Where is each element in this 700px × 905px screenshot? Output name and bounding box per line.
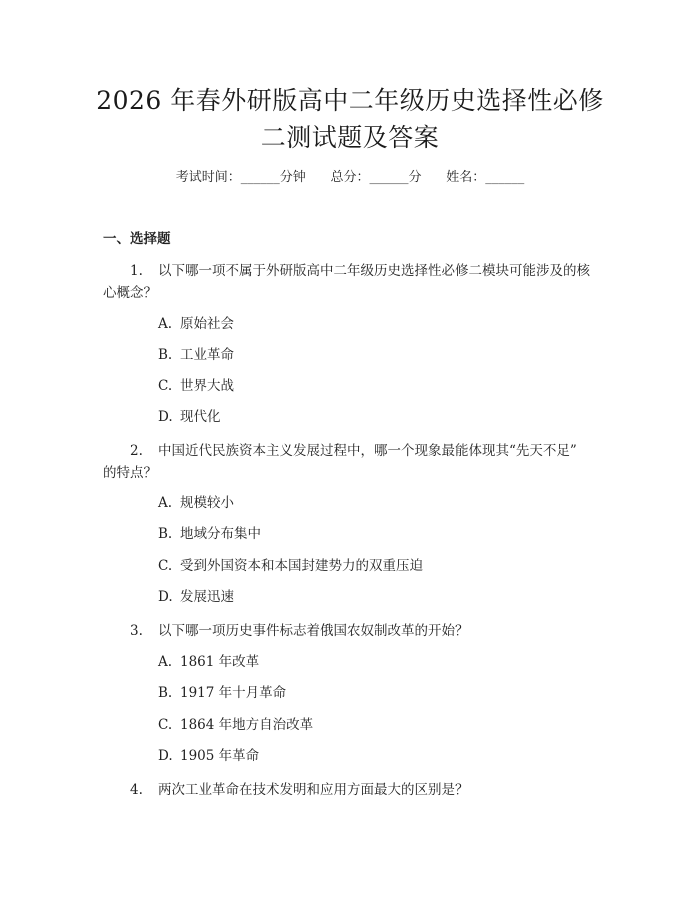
option-text: 1905 年革命	[180, 748, 260, 764]
question-2-option-a	[158, 494, 234, 512]
option-letter: A.	[158, 654, 173, 670]
option-letter: B.	[158, 685, 173, 701]
option-letter: B.	[158, 526, 173, 542]
option-text: 受到外国资本和本国封建势力的双重压迫	[180, 558, 423, 574]
option-text: 工业革命	[180, 347, 234, 363]
section-heading: 一、选择题	[103, 231, 171, 247]
question-text-line-1: 中国近代民族资本主义发展过程中，哪一个现象最能体现其“先天不足”	[158, 443, 577, 459]
question-1-option-c	[158, 377, 234, 395]
exam-info-line: 考试时间：______分钟 总分：______分 姓名：______	[175, 170, 525, 185]
option-letter: D.	[158, 748, 173, 764]
option-letter: C.	[158, 558, 173, 574]
option-text: 地域分布集中	[180, 526, 261, 542]
question-3-option-b	[158, 684, 286, 702]
option-letter: A.	[158, 495, 173, 511]
question-number: 1.	[130, 263, 143, 279]
option-letter: C.	[158, 378, 173, 394]
document-title-line-2: 二测试题及答案	[260, 123, 440, 152]
question-3-option-a	[158, 653, 259, 671]
question-text-line-2: 心概念？	[103, 285, 157, 301]
option-text: 1861 年改革	[180, 654, 260, 670]
question-1-option-d	[158, 408, 221, 426]
question-3-option-d	[158, 747, 259, 765]
option-text: 原始社会	[180, 316, 234, 332]
question-number: 2.	[130, 443, 143, 459]
question-2-option-d	[158, 588, 234, 606]
option-text: 规模较小	[180, 495, 234, 511]
question-2-option-c	[158, 557, 423, 575]
option-letter: D.	[158, 409, 173, 425]
document-title-line-1: 2026 年春外研版高中二年级历史选择性必修	[96, 86, 604, 115]
question-number: 4.	[130, 782, 143, 798]
question-1-option-b	[158, 346, 234, 364]
question-text-line-2: 的特点？	[103, 465, 157, 481]
option-text: 发展迅速	[180, 589, 234, 605]
option-letter: D.	[158, 589, 173, 605]
question-2-option-b	[158, 525, 261, 543]
question-text-line-1: 两次工业革命在技术发明和应用方面最大的区别是？	[158, 782, 469, 798]
option-text: 现代化	[180, 409, 221, 425]
option-letter: C.	[158, 717, 173, 733]
option-letter: B.	[158, 347, 173, 363]
question-text-line-1: 以下哪一项不属于外研版高中二年级历史选择性必修二模块可能涉及的核	[158, 263, 590, 279]
option-letter: A.	[158, 316, 173, 332]
question-text-line-1: 以下哪一项历史事件标志着俄国农奴制改革的开始？	[158, 623, 469, 639]
question-3-option-c	[158, 716, 313, 734]
option-text: 世界大战	[180, 378, 234, 394]
option-text: 1864 年地方自治改革	[180, 717, 314, 733]
question-number: 3.	[130, 623, 143, 639]
question-1-option-a	[158, 315, 234, 333]
option-text: 1917 年十月革命	[180, 685, 287, 701]
